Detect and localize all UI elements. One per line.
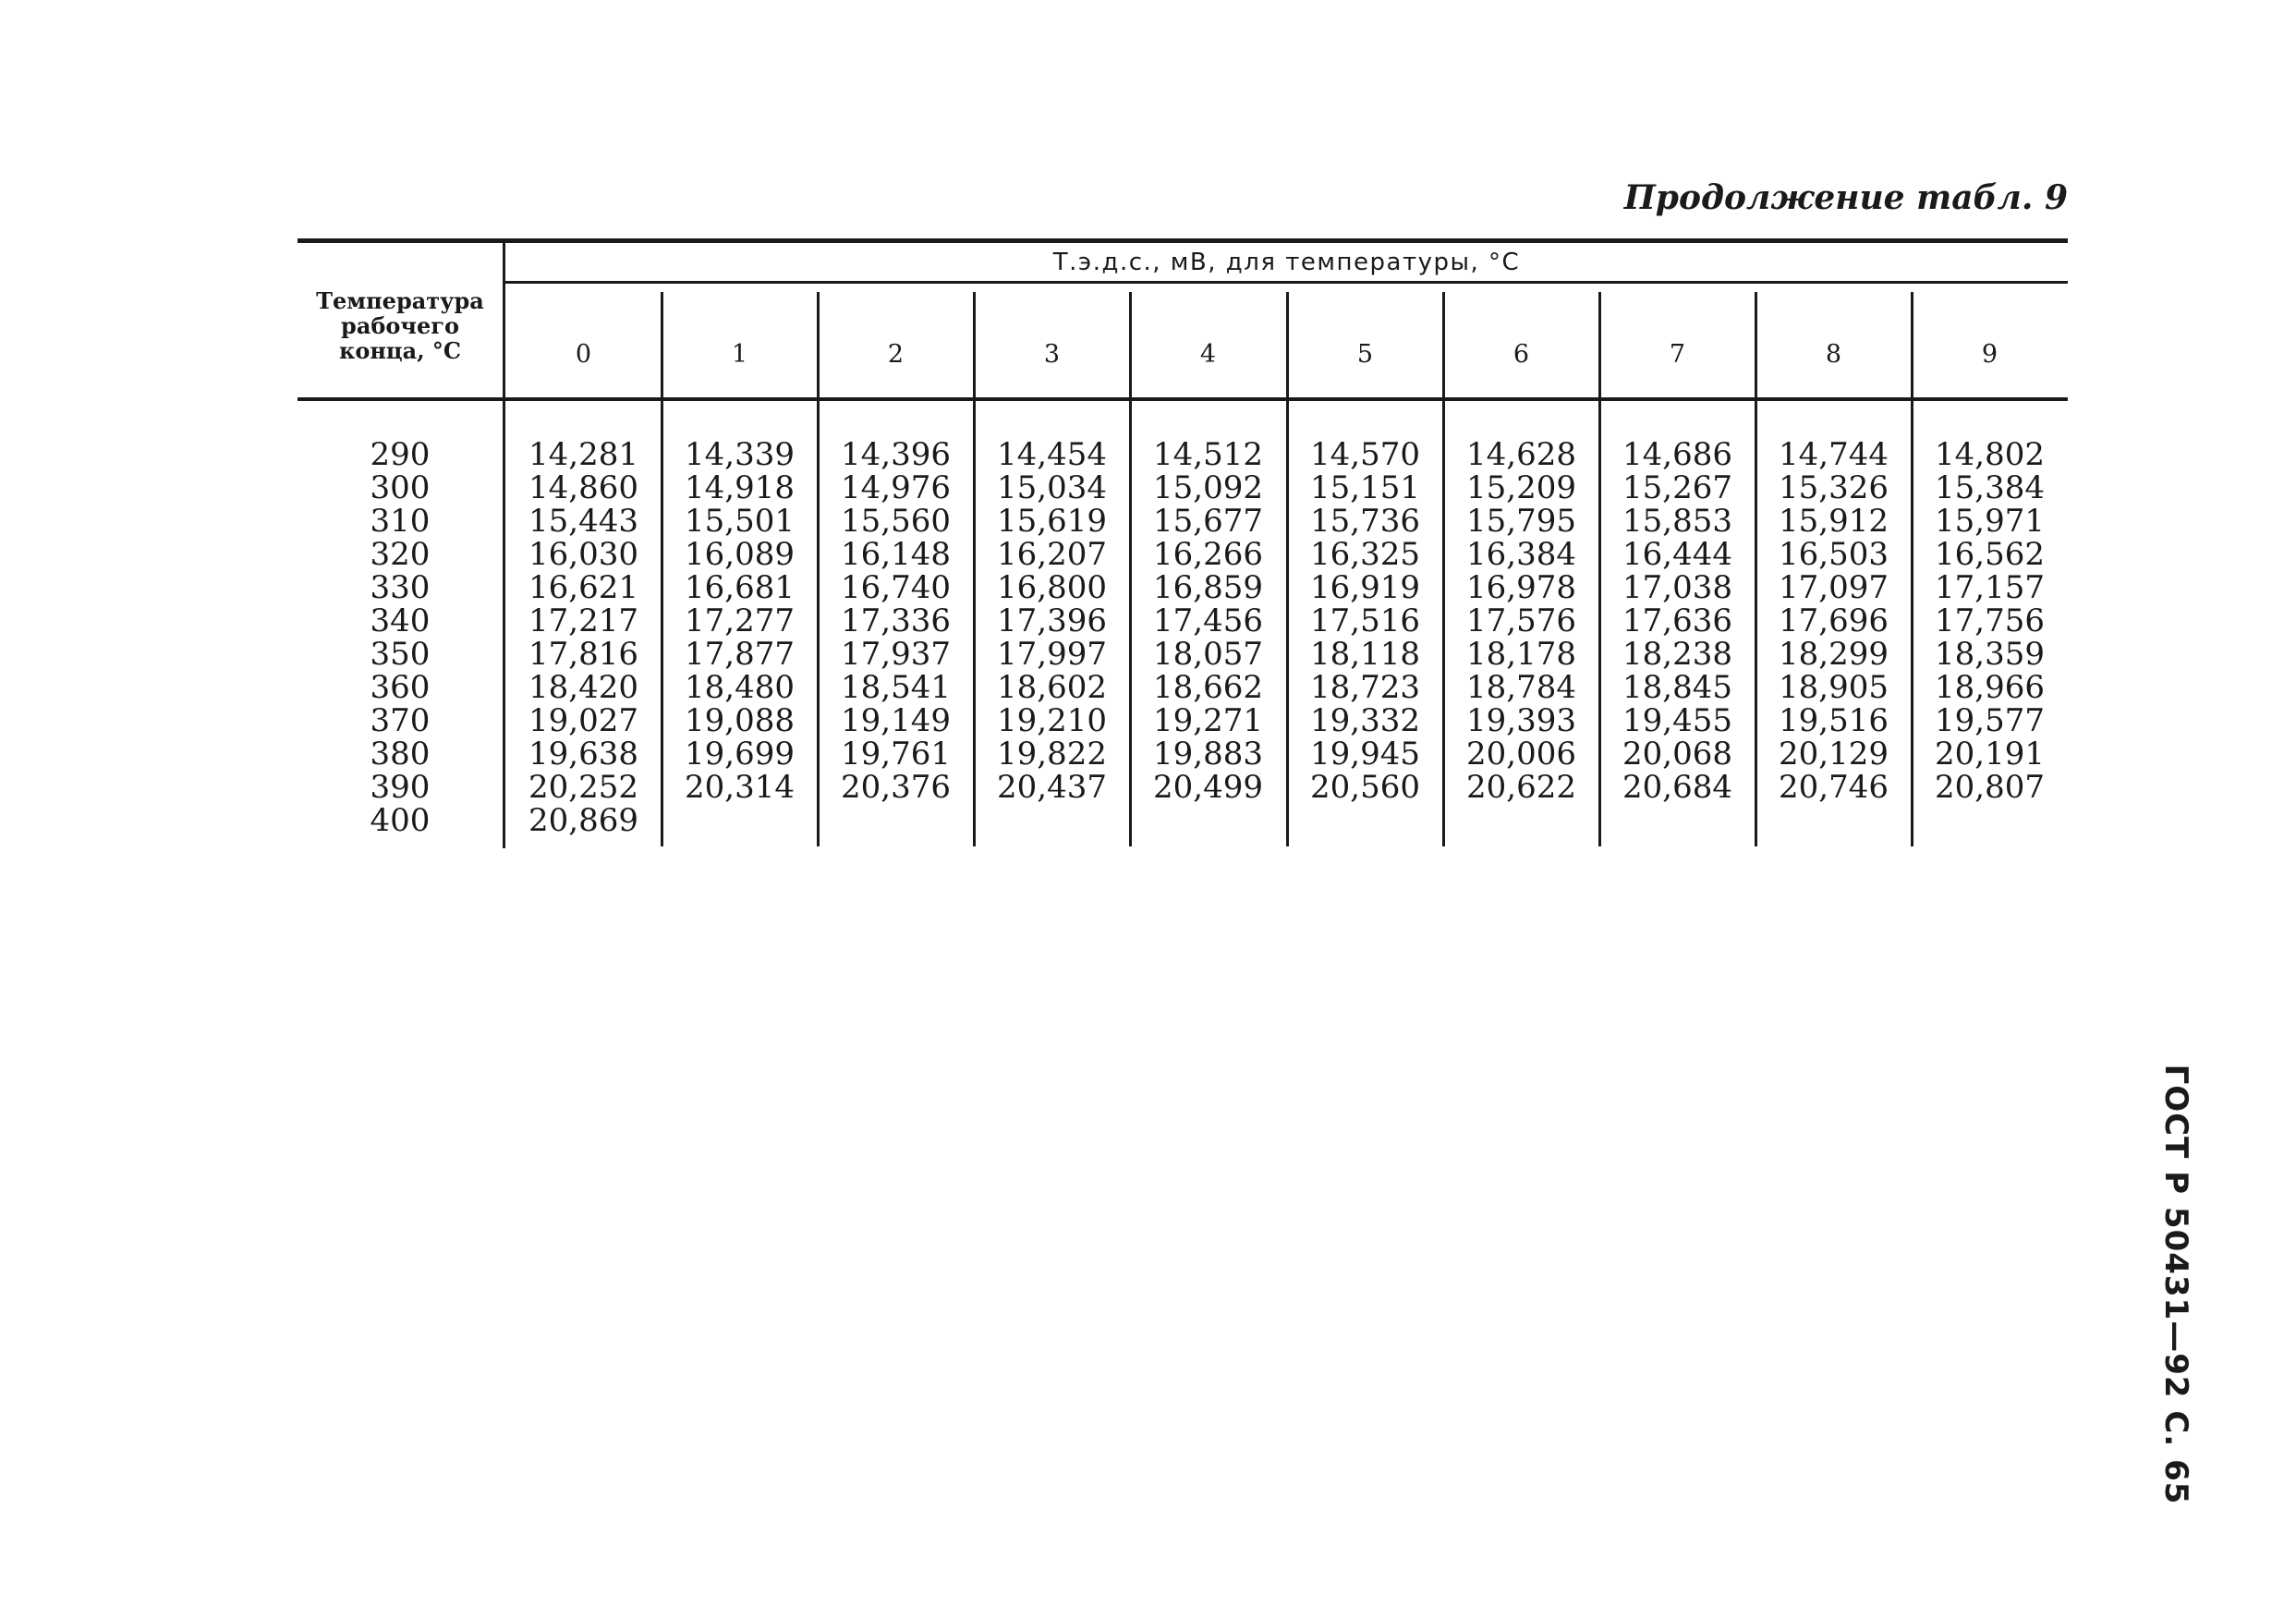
table-cell: 18,602 <box>997 669 1107 706</box>
row-temperature: 370 <box>370 702 431 739</box>
table-cell: 14,512 <box>1153 436 1263 473</box>
table-cell: 20,746 <box>1779 769 1889 806</box>
row-temperature: 390 <box>370 769 431 806</box>
row-temperature: 350 <box>370 636 431 673</box>
table-cell: 18,480 <box>685 669 795 706</box>
row-temperature: 340 <box>370 602 431 639</box>
table-cell: 14,744 <box>1779 436 1889 473</box>
table-cell: 19,027 <box>528 702 638 739</box>
table-cell: 14,454 <box>997 436 1107 473</box>
table-cell: 14,628 <box>1466 436 1576 473</box>
table-cell: 20,560 <box>1310 769 1420 806</box>
table-cell: 16,919 <box>1310 569 1420 606</box>
table-cell: 20,684 <box>1622 769 1732 806</box>
table-cell: 20,314 <box>685 769 795 806</box>
table-cell: 20,129 <box>1779 736 1889 773</box>
row-temperature: 400 <box>370 802 431 839</box>
table-cell: 15,034 <box>997 469 1107 506</box>
column-header-9: 9 <box>1981 340 1998 369</box>
table-cell: 20,191 <box>1935 736 2045 773</box>
side-label-container <box>2148 1064 2204 1505</box>
table-cell: 17,097 <box>1779 569 1889 606</box>
table-cell: 20,252 <box>528 769 638 806</box>
row-temperature: 290 <box>370 436 431 473</box>
table-cell: 14,396 <box>841 436 951 473</box>
table-cell: 18,541 <box>841 669 951 706</box>
table-cell: 19,271 <box>1153 702 1263 739</box>
table-cell: 15,560 <box>841 503 951 540</box>
table-cell: 17,516 <box>1310 602 1420 639</box>
table-cell: 14,860 <box>528 469 638 506</box>
table-cell: 18,845 <box>1622 669 1732 706</box>
table-caption: Продолжение табл. 9 <box>1623 178 2068 217</box>
table-cell: 16,503 <box>1779 536 1889 573</box>
table-cell: 15,677 <box>1153 503 1263 540</box>
row-temperature: 310 <box>370 503 431 540</box>
table-cell: 17,636 <box>1622 602 1732 639</box>
thermo-emf-table <box>298 238 2068 848</box>
table-cell: 20,068 <box>1622 736 1732 773</box>
table-cell: 17,396 <box>997 602 1107 639</box>
table-cell: 15,326 <box>1779 469 1889 506</box>
table-cell: 18,723 <box>1310 669 1420 706</box>
table-cell: 16,148 <box>841 536 951 573</box>
table-cell: 16,207 <box>997 536 1107 573</box>
table-cell: 14,918 <box>685 469 795 506</box>
table-cell: 19,699 <box>685 736 795 773</box>
row-header-line-2: рабочего <box>341 312 459 339</box>
table-cell: 14,339 <box>685 436 795 473</box>
table-cell: 16,089 <box>685 536 795 573</box>
column-header-1: 1 <box>731 340 748 369</box>
table-cell: 17,937 <box>841 636 951 673</box>
table-cell: 17,336 <box>841 602 951 639</box>
table-cell: 15,795 <box>1466 503 1576 540</box>
table-cell: 20,869 <box>528 802 638 839</box>
header-bottom-rule <box>298 397 2068 401</box>
table-cell: 16,325 <box>1310 536 1420 573</box>
table-cell: 18,057 <box>1153 636 1263 673</box>
table-cell: 19,638 <box>528 736 638 773</box>
table-cell: 20,807 <box>1935 769 2045 806</box>
table-cell: 15,384 <box>1935 469 2045 506</box>
document-code-page-number: ГОСТ Р 50431—92 С. 65 <box>2157 1064 2194 1505</box>
table-cell: 17,456 <box>1153 602 1263 639</box>
table-cell: 15,912 <box>1779 503 1889 540</box>
table-cell: 18,662 <box>1153 669 1263 706</box>
row-header <box>298 288 503 363</box>
row-header-line-1: Температура <box>316 287 484 314</box>
table-cell: 17,217 <box>528 602 638 639</box>
column-header-5: 5 <box>1356 340 1374 369</box>
table-cell: 19,332 <box>1310 702 1420 739</box>
table-cell: 14,281 <box>528 436 638 473</box>
table-cell: 17,997 <box>997 636 1107 673</box>
column-header-0: 0 <box>575 340 592 369</box>
table-cell: 16,681 <box>685 569 795 606</box>
table-cell: 17,816 <box>528 636 638 673</box>
table-cell: 15,092 <box>1153 469 1263 506</box>
table-cell: 15,151 <box>1310 469 1420 506</box>
table-cell: 14,570 <box>1310 436 1420 473</box>
table-cell: 18,420 <box>528 669 638 706</box>
table-cell: 16,800 <box>997 569 1107 606</box>
column-header-8: 8 <box>1825 340 1842 369</box>
table-cell: 16,030 <box>528 536 638 573</box>
column-header-3: 3 <box>1043 340 1061 369</box>
table-cell: 20,622 <box>1466 769 1576 806</box>
table-cell: 18,966 <box>1935 669 2045 706</box>
table-cell: 15,736 <box>1310 503 1420 540</box>
row-temperature: 320 <box>370 536 431 573</box>
table-cell: 18,299 <box>1779 636 1889 673</box>
table-cell: 16,444 <box>1622 536 1732 573</box>
table-cell: 16,978 <box>1466 569 1576 606</box>
table-cell: 19,761 <box>841 736 951 773</box>
table-cell: 15,501 <box>685 503 795 540</box>
table-cell: 15,853 <box>1622 503 1732 540</box>
column-header-7: 7 <box>1669 340 1686 369</box>
table-cell: 15,619 <box>997 503 1107 540</box>
table-cell: 16,562 <box>1935 536 2045 573</box>
table-cell: 17,038 <box>1622 569 1732 606</box>
table-cell: 17,576 <box>1466 602 1576 639</box>
table-cell: 19,393 <box>1466 702 1576 739</box>
table-cell: 19,455 <box>1622 702 1732 739</box>
row-temperature: 330 <box>370 569 431 606</box>
table-cell: 18,905 <box>1779 669 1889 706</box>
table-cell: 18,118 <box>1310 636 1420 673</box>
table-cell: 18,178 <box>1466 636 1576 673</box>
table-cell: 18,238 <box>1622 636 1732 673</box>
column-header-2: 2 <box>887 340 905 369</box>
table-cell: 20,499 <box>1153 769 1263 806</box>
table-cell: 17,277 <box>685 602 795 639</box>
column-header-4: 4 <box>1199 340 1217 369</box>
table-cell: 15,209 <box>1466 469 1576 506</box>
row-header-line-3: конца, °C <box>339 337 461 364</box>
table-cell: 20,376 <box>841 769 951 806</box>
table-cell: 17,696 <box>1779 602 1889 639</box>
table-cell: 20,437 <box>997 769 1107 806</box>
table-cell: 16,740 <box>841 569 951 606</box>
table-cell: 17,157 <box>1935 569 2045 606</box>
table-cell: 19,149 <box>841 702 951 739</box>
column-header-6: 6 <box>1512 340 1530 369</box>
table-cell: 17,756 <box>1935 602 2045 639</box>
table-cell: 19,822 <box>997 736 1107 773</box>
table-cell: 15,267 <box>1622 469 1732 506</box>
table-cell: 16,621 <box>528 569 638 606</box>
table-cell: 17,877 <box>685 636 795 673</box>
table-cell: 18,359 <box>1935 636 2045 673</box>
table-cell: 14,686 <box>1622 436 1732 473</box>
row-temperature: 380 <box>370 736 431 773</box>
table-cell: 14,976 <box>841 469 951 506</box>
table-cell: 15,443 <box>528 503 638 540</box>
table-cell: 19,210 <box>997 702 1107 739</box>
table-cell: 14,802 <box>1935 436 2045 473</box>
table-cell: 19,883 <box>1153 736 1263 773</box>
table-cell: 16,859 <box>1153 569 1263 606</box>
table-cell: 19,577 <box>1935 702 2045 739</box>
table-cell: 19,516 <box>1779 702 1889 739</box>
table-cell: 15,971 <box>1935 503 2045 540</box>
group-header: Т.э.д.с., мВ, для температуры, °C <box>1052 249 1521 276</box>
table-cell: 20,006 <box>1466 736 1576 773</box>
row-temperature: 300 <box>370 469 431 506</box>
table-cell: 19,088 <box>685 702 795 739</box>
table-cell: 16,384 <box>1466 536 1576 573</box>
table-cell: 18,784 <box>1466 669 1576 706</box>
table-cell: 19,945 <box>1310 736 1420 773</box>
row-temperature: 360 <box>370 669 431 706</box>
table-cell: 16,266 <box>1153 536 1263 573</box>
